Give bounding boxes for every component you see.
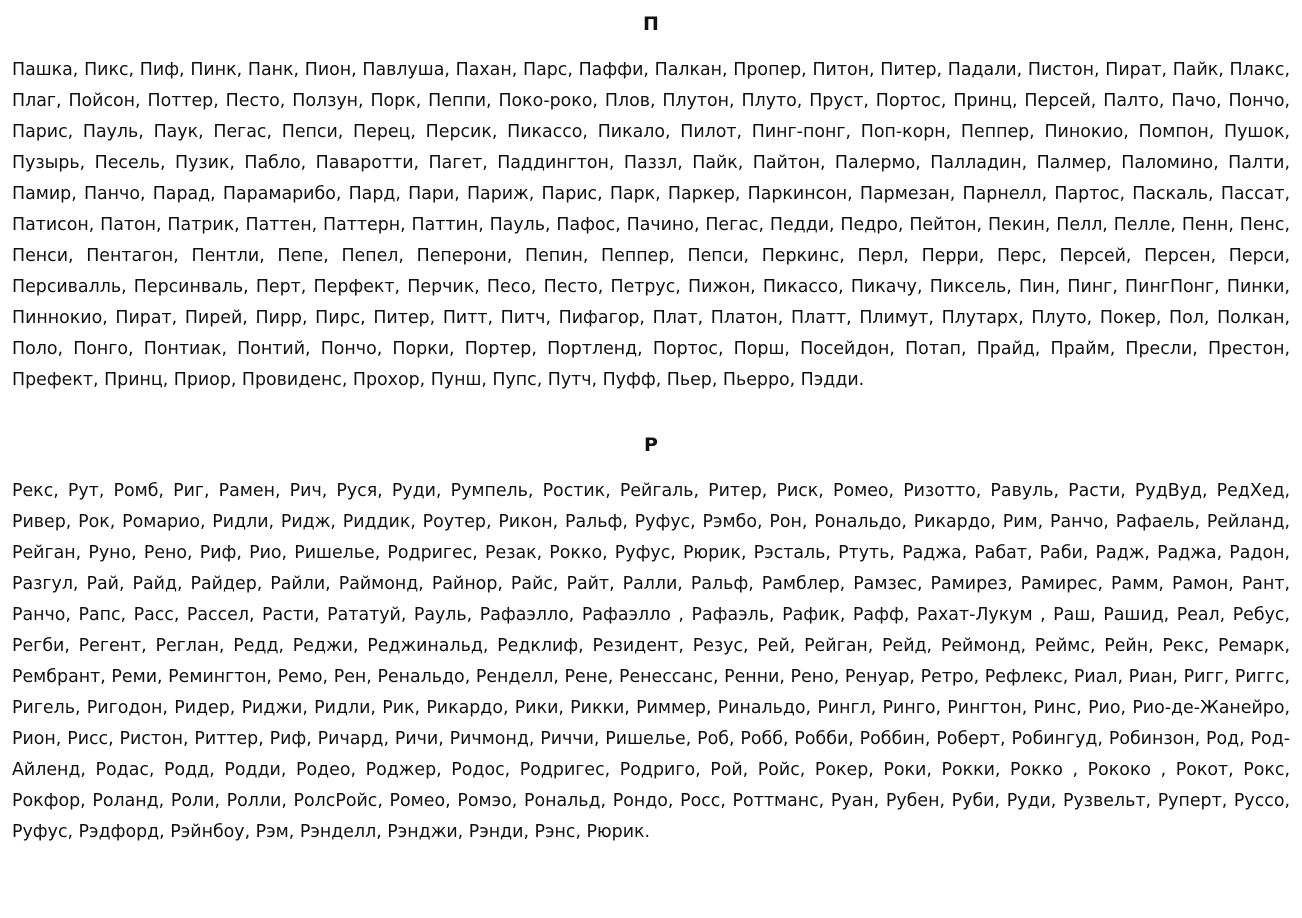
section-heading-r: Р (644, 434, 658, 456)
names-paragraph-p: Пашка, Пикс, Пиф, Пинк, Панк, Пион, Павлуша, Пахан, Парс, Паффи, Палкан, Пропер, Питон, Питер, Падали, Пистон, Пират, Пайк, Плакс, Плаг, Пойсон, Поттер, Песто, Ползун, Порк, Пеппи, Поко-роко, Плов, Плутон, Плуто, Пруст, Портос, Принц, Персей, Палто, Пачо, Пончо, Парис, Пауль, Паук, Пегас, Пепси, Перец, Персик, Пикассо, Пикало, Пилот, Пинг-понг, Поп-корн, Пеппер, Пинокио, Помпон, Пушок, Пузырь, Песель, Пузик, Пабло, Паваротти, Пагет, Паддингтон, Паззл, Пайк, Пайтон, Палермо, Палладин, Палмер, Паломино, Палти, Памир, Панчо, Парад, Парамарибо, Пард, Пари, Париж, Парис, Парк, Паркер, Паркинсон, Пармезан, Парнелл, Партос, Паскаль, Пассат, Патисон, Патон, Патрик, Паттен, Паттерн, Паттин, Пауль, Пафос, Пачино, Пегас, Педди, Педро, Пейтон, Пекин, Пелл, Пелле, Пенн, Пенс, Пенси, Пентагон, Пентли, Пепе, Пепел, Пеперони, Пепин, Пеппер, Пепси, Перкинс, Перл, Перри, Перс, Персей, Персен, Перси, Персивалль, Персинваль, Перт, Перфект, Перчик, Песо, Песто, Петрус, Пижон, Пикассо, Пикачу, Пиксель, Пин, Пинг, ПингПонг, Пинки, Пиннокио, Пират, Пирей, Пирр, Пирс, Питер, Питт, Питч, Пифагор, Плат, Платон, Платт, Плимут, Плутарх, Плуто, Покер, Пол, Полкан, Поло, Понго, Понтиак, Понтий, Пончо, Порки, Портер, Портленд, Портос, Порш, Посейдон, Потап, Прайд, Прайм, Пресли, Престон, Префект, Принц, Приор, Провиденс, Прохор, Пунш, Пупс, Путч, Пуфф, Пьер, Пьерро, Пэдди. (12, 60, 1290, 390)
section-heading-p: П (643, 13, 659, 35)
section-letter-p (0, 0, 1302, 396)
names-paragraph-r: Рекс, Рут, Ромб, Риг, Рамен, Рич, Руся, Руди, Румпель, Ростик, Рейгаль, Ритер, Риск, Ромео, Ризотто, Равуль, Расти, РудВуд, РедХед, Ривер, Рок, Ромарио, Ридли, Ридж, Риддик, Роутер, Рикон, Ральф, Руфус, Рэмбо, Рон, Рональдо, Рикардо, Рим, Ранчо, Рафаель, Рейланд, Рейган, Руно, Рено, Риф, Рио, Ришелье, Родригес, Резак, Рокко, Руфус, Рюрик, Рэсталь, Ртуть, Раджа, Рабат, Раби, Радж, Раджа, Радон, Разгул, Рай, Райд, Райдер, Райли, Раймонд, Райнор, Райс, Райт, Ралли, Ральф, Рамблер, Рамзес, Рамирез, Рамирес, Рамм, Рамон, Рант, Ранчо, Рапс, Расс, Рассел, Расти, Рататуй, Рауль, Рафаэлло, Рафаэлло , Рафаэль, Рафик, Рафф, Рахат-Лукум , Раш, Рашид, Реал, Ребус, Регби, Регент, Реглан, Редд, Реджи, Реджинальд, Редклиф, Резидент, Резус, Рей, Рейган, Рейд, Реймонд, Реймс, Рейн, Рекс, Ремарк, Рембрант, Реми, Ремингтон, Ремо, Рен, Ренальдо, Ренделл, Рене, Ренессанс, Ренни, Рено, Ренуар, Ретро, Рефлекс, Риал, Риан, Ригг, Риггс, Ригель, Ригодон, Ридер, Риджи, Ридли, Рик, Рикардо, Рики, Рикки, Риммер, Ринальдо, Рингл, Ринго, Рингтон, Ринс, Рио, Рио-де-Жанейро, Рион, Рисс, Ристон, Риттер, Риф, Ричард, Ричи, Ричмонд, Риччи, Ришелье, Роб, Робб, Робби, Роббин, Роберт, Робингуд, Робинзон, Род, Род-Айленд, Родас, Родд, Родди, Родео, Роджер, Родос, Родригес, Родриго, Рой, Ройс, Рокер, Роки, Рокки, Рокко , Рококо , Рокот, Рокс, Рокфор, Роланд, Роли, Ролли, РолсРойс, Ромео, Ромэо, Рональд, Рондо, Росс, Роттманс, Руан, Рубен, Руби, Руди, Рузвельт, Руперт, Руссо, Руфус, Рэдфорд, Рэйнбоу, Рэм, Рэнделл, Рэнджи, Рэнди, Рэнс, Рюрик. (12, 481, 1290, 842)
section-letter-r (0, 433, 1302, 848)
